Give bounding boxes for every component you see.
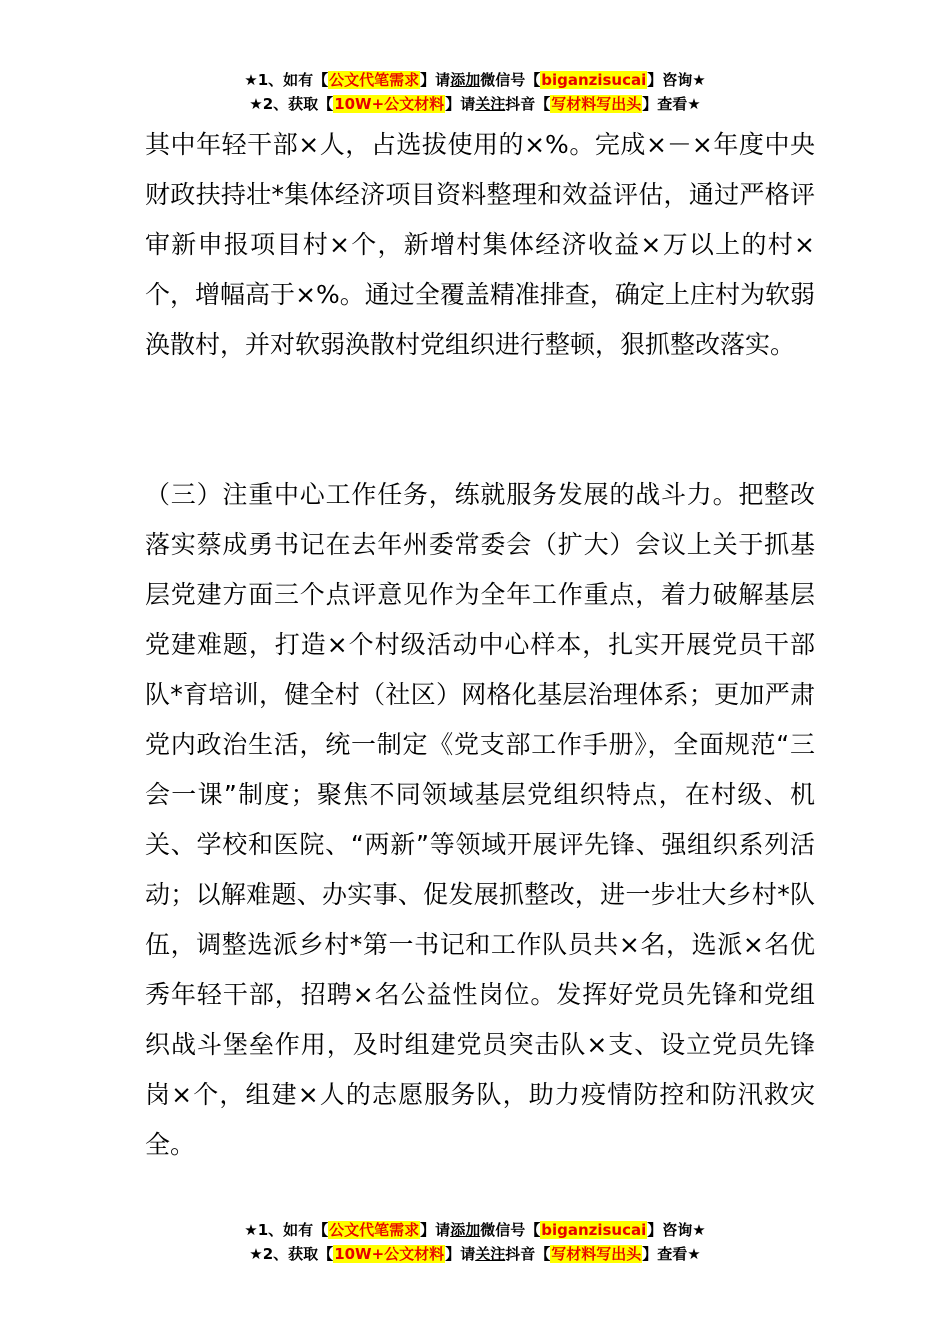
highlight-text: 10W+公文材料 (334, 1245, 445, 1263)
footer-banner (0, 1218, 950, 1266)
highlight-text: 公文代笔需求 (329, 71, 420, 89)
highlight-text: 公文代笔需求 (329, 1221, 420, 1239)
paragraph-text: 其中年轻干部×人，占选拔使用的×%。完成×－×年度中央财政扶持壮*集体经济项目资料整理和效益评估，通过严格评审新申报项目村×个，新增村集体经济收益×万以上的村×个，增幅高于×%。通过全覆盖精准排查，确定上庄村为软弱涣散村，并对软弱涣散村党组织进行整顿，狠抓整改落实。 (145, 130, 815, 359)
paragraph-text: （三）注重中心工作任务，练就服务发展的战斗力。把整改落实蔡成勇书记在去年州委常委会（扩大）会议上关于抓基层党建方面三个点评意见作为全年工作重点，着力破解基层党建难题，打造×个村级活动中心样本，扎实开展党员干部队*育培训，健全村（社区）网格化基层治理体系；更加严肃党内政治生活，统一制定《党支部工作手册》，全面规范“三会一课”制度；聚焦不同领域基层党组织特点，在村级、机关、学校和医院、“两新”等领域开展评先锋、强组织系列活动；以解难题、办实事、促发展抓整改，进一步壮大乡村*队伍，调整选派乡村*第一书记和工作队员共×名，选派×名优秀年轻干部，招聘×名公益性岗位。发挥好党员先锋和党组织战斗堡垒作用，及时组建党员突击队×支、设立党员先锋岗×个，组建×人的志愿服务队，助力疫情防控和防汛救灾全。 (145, 480, 815, 1159)
banner-line-2: ★2、获取【10W+公文材料】请关注抖音【写材料写出头】查看★ (249, 1245, 701, 1263)
highlight-text: 写材料写出头 (551, 95, 642, 113)
highlight-text: biganzisucai (541, 71, 647, 89)
paragraph-2 (145, 470, 815, 1170)
highlight-text: 写材料写出头 (551, 1245, 642, 1263)
banner-line-1: ★1、如有【公文代笔需求】请添加微信号【biganzisucai】咨询★ (244, 71, 706, 89)
paragraph-1 (145, 120, 815, 370)
header-banner (0, 68, 950, 116)
banner-line-2: ★2、获取【10W+公文材料】请关注抖音【写材料写出头】查看★ (249, 95, 701, 113)
highlight-text: biganzisucai (541, 1221, 647, 1239)
banner-line-1: ★1、如有【公文代笔需求】请添加微信号【biganzisucai】咨询★ (244, 1221, 706, 1239)
highlight-text: 10W+公文材料 (334, 95, 445, 113)
